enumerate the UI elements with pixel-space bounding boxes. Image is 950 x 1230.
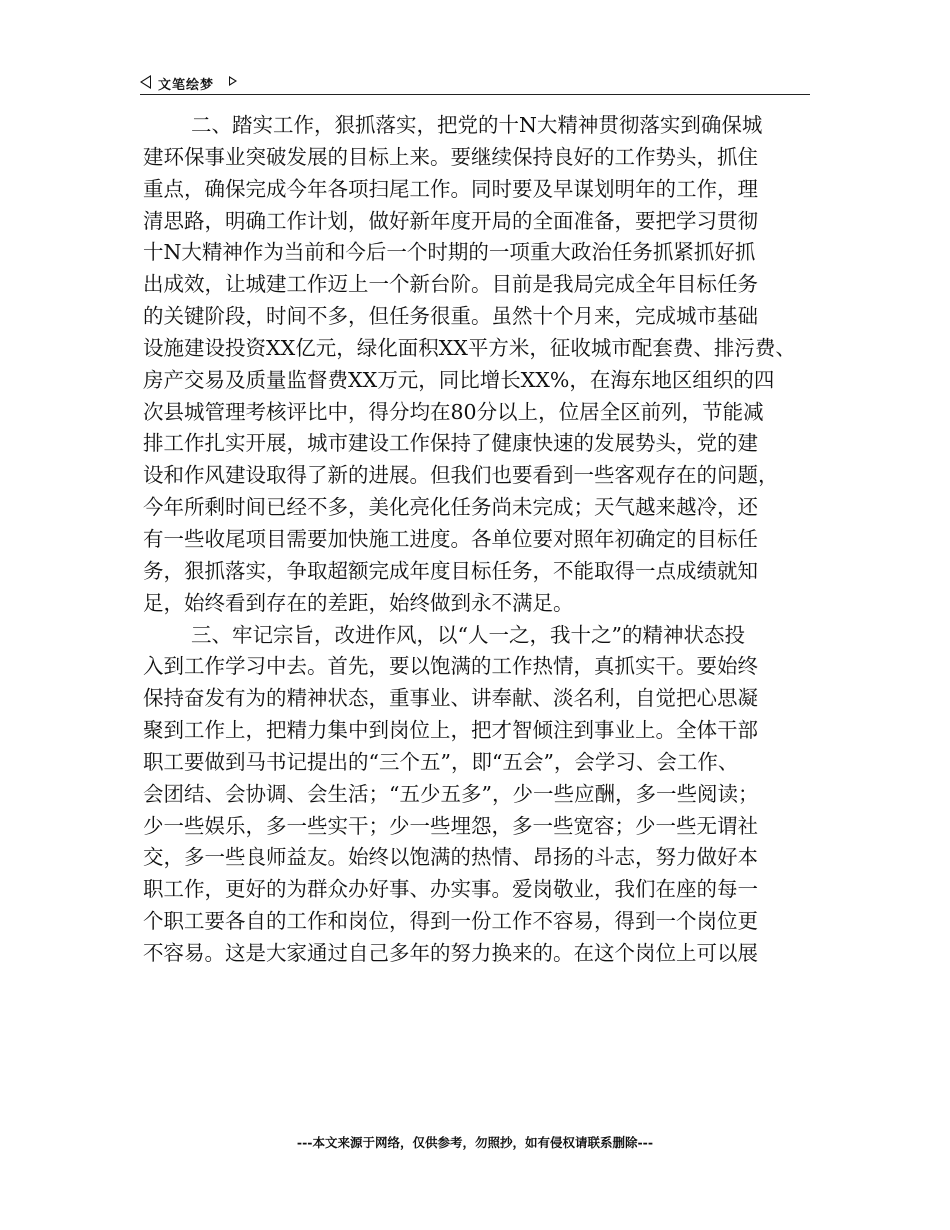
paragraph [143,110,815,620]
text-line: 足，始终看到存在的差距，始终做到永不满足。 [143,590,574,615]
text-line: 排工作扎实开展，城市建设工作保持了健康快速的发展势头，党的建 [143,431,758,456]
text-line: 清思路，明确工作计划，做好新年度开局的全面准备，要把学习贯彻 [143,208,758,233]
text-line: 二、踏实工作，狠抓落实，把党的十N大精神贯彻落实到确保城 [191,113,763,137]
paragraph [143,620,815,970]
page-header [140,72,810,95]
text-line: 今年所剩时间已经不多，美化亮化任务尚未完成；天气越来越冷，还 [143,495,758,520]
text-line: 次县城管理考核评比中，得分均在80分以上，位居全区前列，节能减 [143,399,764,424]
text-line: 建环保事业突破发展的目标上来。要继续保持良好的工作势头，抓住 [143,144,758,169]
text-line: 少一些娱乐，多一些实干；少一些埋怨，多一些宽容；少一些无谓社 [143,813,758,838]
text-line: 会团结、会协调、会生活；“五少五多”，少一些应酬，多一些阅读； [143,781,759,806]
page-footer: ---本文来源于网络，仅供参考，勿照抄，如有侵权请联系删除--- [296,1135,654,1150]
text-line: 保持奋发有为的精神状态，重事业、讲奉献、淡名利，自觉把心思凝 [143,686,758,711]
text-line: 有一些收尾项目需要加快施工进度。各单位要对照年初确定的目标任 [143,526,758,551]
header-brand: 文笔绘梦 [158,78,215,93]
text-line: 三、牢记宗旨，改进作风，以“人一之，我十之”的精神状态投 [191,622,745,647]
text-line: 设和作风建设取得了新的进展。但我们也要看到一些客观存在的问题， [143,463,779,488]
text-line: 重点，确保完成今年各项扫尾工作。同时要及早谋划明年的工作，理 [143,176,758,201]
text-line: 务，狠抓落实，争取超额完成年度目标任务，不能取得一点成绩就知 [143,558,758,583]
triangle-left-icon [140,75,151,89]
document-body [143,110,815,970]
text-line: 不容易。这是大家通过自己多年的努力换来的。在这个岗位上可以展 [143,940,758,965]
triangle-right-icon [229,76,237,86]
text-line: 设施建设投资XX亿元，绿化面积XX平方米，征收城市配套费、排污费、 [143,335,796,360]
text-line: 房产交易及质量监督费XX万元，同比增长XX%，在海东地区组织的四 [143,367,775,392]
text-line: 聚到工作上，把精力集中到岗位上，把才智倾注到事业上。全体干部 [143,718,758,743]
text-line: 十N大精神作为当前和今后一个时期的一项重大政治任务抓紧抓好抓 [143,240,756,265]
text-line: 职工要做到马书记提出的“三个五”，即“五会”，会学习、会工作、 [143,749,739,774]
text-line: 入到工作学习中去。首先，要以饱满的工作热情，真抓实干。要始终 [143,654,758,679]
text-line: 职工作，更好的为群众办好事、办实事。爱岗敬业，我们在座的每一 [143,877,758,902]
text-line: 交，多一些良师益友。始终以饱满的热情、昂扬的斗志，努力做好本 [143,845,758,870]
text-line: 的关键阶段，时间不多，但任务很重。虽然十个月来，完成城市基础 [143,304,758,329]
text-line: 出成效，让城建工作迈上一个新台阶。目前是我局完成全年目标任务 [143,272,758,297]
text-line: 个职工要各自的工作和岗位，得到一份工作不容易，得到一个岗位更 [143,909,758,934]
